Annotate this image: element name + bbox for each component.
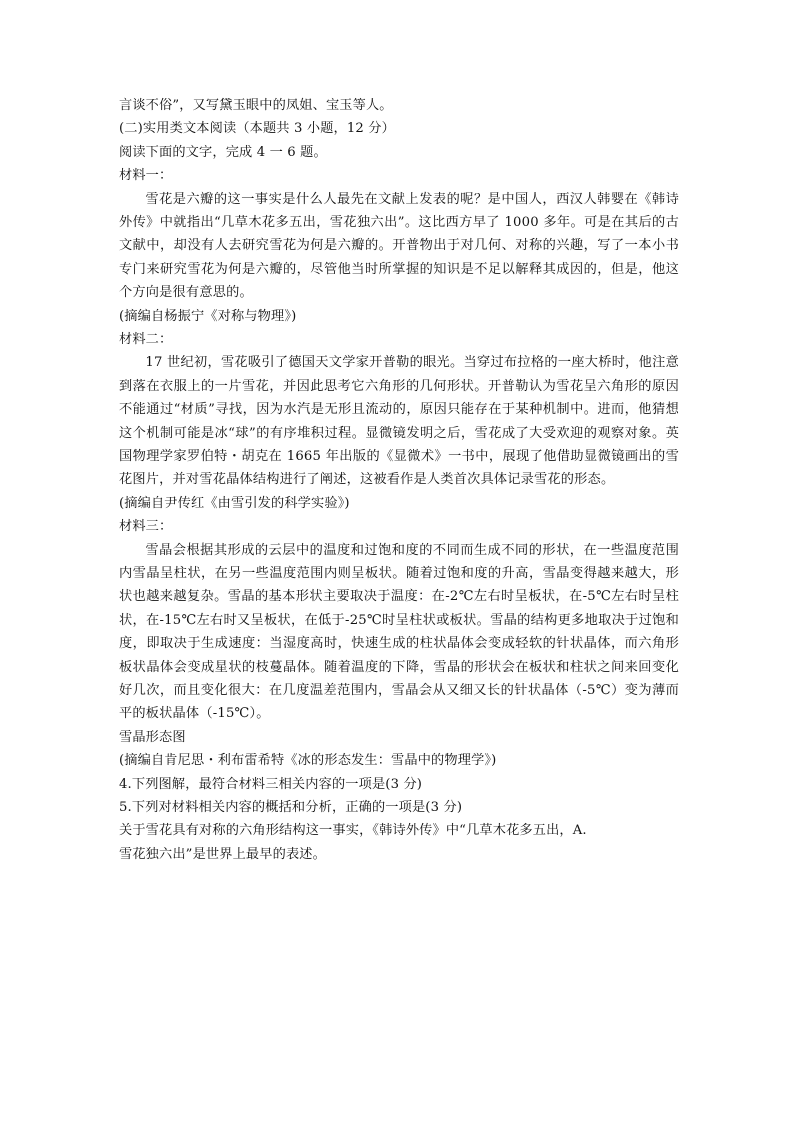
material-2-label: 材料二： — [119, 331, 173, 347]
material-1-label: 材料一： — [119, 168, 173, 184]
material-2-text: 17 世纪初，雪花吸引了德国天文学家开普勒的眼光。当穿过布拉格的一座大桥时，他注意到落在衣服上的一片雪花，并因此思考它六角形的几何形状。开普勒认为雪花呈六角形的原因不能通过“材质”寻找，因为水汽是无形且流动的，原因只能存在于某种机制中。进而，他猜想这个机制可能是冰“球”的有序堆积过程。显微镜发明之后，雪花成了大受欢迎的观察对象。英国物理学家罗伯特・胡克在 1665 年出版的《显微术》一书中，展现了他借助显微镜画出的雪花图片，并对雪花晶体结构进行了阐述，这被看作是人类首次具体记录雪花的形态。 — [119, 355, 679, 488]
question-4: 4.下列图解，最符合材料三相关内容的一项是(3 分) — [119, 776, 423, 792]
figure-caption: 雪晶形态图 — [119, 729, 186, 745]
question-5: 5.下列对材料相关内容的概括和分析，正确的一项是(3 分) — [119, 800, 463, 816]
material-3-label: 材料三： — [119, 519, 173, 535]
option-a-line-2: 雪花独六出”是世界上最早的表述。 — [119, 846, 326, 862]
document-page — [119, 94, 679, 866]
material-2-source: (摘编自尹传红《由雪引发的科学实验》) — [119, 495, 350, 511]
material-1-source: (摘编自杨振宁《对称与物理》) — [119, 308, 297, 324]
material-1-text: 雪花是六瓣的这一事实是什么人最先在文献上发表的呢？是中国人，西汉人韩婴在《韩诗外传》中就指出“几草木花多五出，雪花独六出”。这比西方早了 1000 多年。可是在其后的古文献中，却没有人去研究雪花为何是六瓣的。开普物出于对几何、对称的兴趣，写了一本小书专门来研究雪花为何是六瓣的，尽管他当时所掌握的知识是不足以解释其成因的，但是，他这个方向是很有意思的。 — [119, 191, 679, 301]
continuation-line: 言谈不俗”，又写黛玉眼中的凤姐、宝玉等人。 — [119, 98, 393, 113]
section-heading: (二)实用类文本阅读（本题共 3 小题，12 分） — [119, 121, 395, 137]
reading-instruction: 阅读下面的文字，完成 4 一 6 题。 — [119, 144, 327, 160]
material-3-source: (摘编自肯尼思・利布雷希特《冰的形态发生：雪晶中的物理学》) — [119, 753, 497, 769]
option-a-line-1: 关于雪花具有对称的六角形结构这一事实，《韩诗外传》中“几草木花多五出，A. — [119, 823, 587, 839]
material-3-text: 雪晶会根据其形成的云层中的温度和过饱和度的不同而生成不同的形状，在一些温度范围内雪晶呈柱状，在另一些温度范围内则呈板状。随着过饱和度的升高，雪晶变得越来越大，形状也越来越复杂。雪晶的基本形状主要取决于温度：在-2℃左右时呈板状，在-5℃左右时呈柱状，在-15℃左右时又呈板状，在低于-25℃时呈柱状或板状。雪晶的结构更多地取决于过饱和度，即取决于生成速度：当湿度高时，快速生成的柱状晶体会变成轻软的针状晶体，而六角形板状晶体会变成星状的枝蔓晶体。随着温度的下降，雪晶的形状会在板状和柱状之间来回变化好几次，而且变化很大：在几度温差范围内，雪晶会从又细又长的针状晶体（-5℃）变为薄而平的板状晶体（-15℃）。 — [119, 542, 679, 722]
